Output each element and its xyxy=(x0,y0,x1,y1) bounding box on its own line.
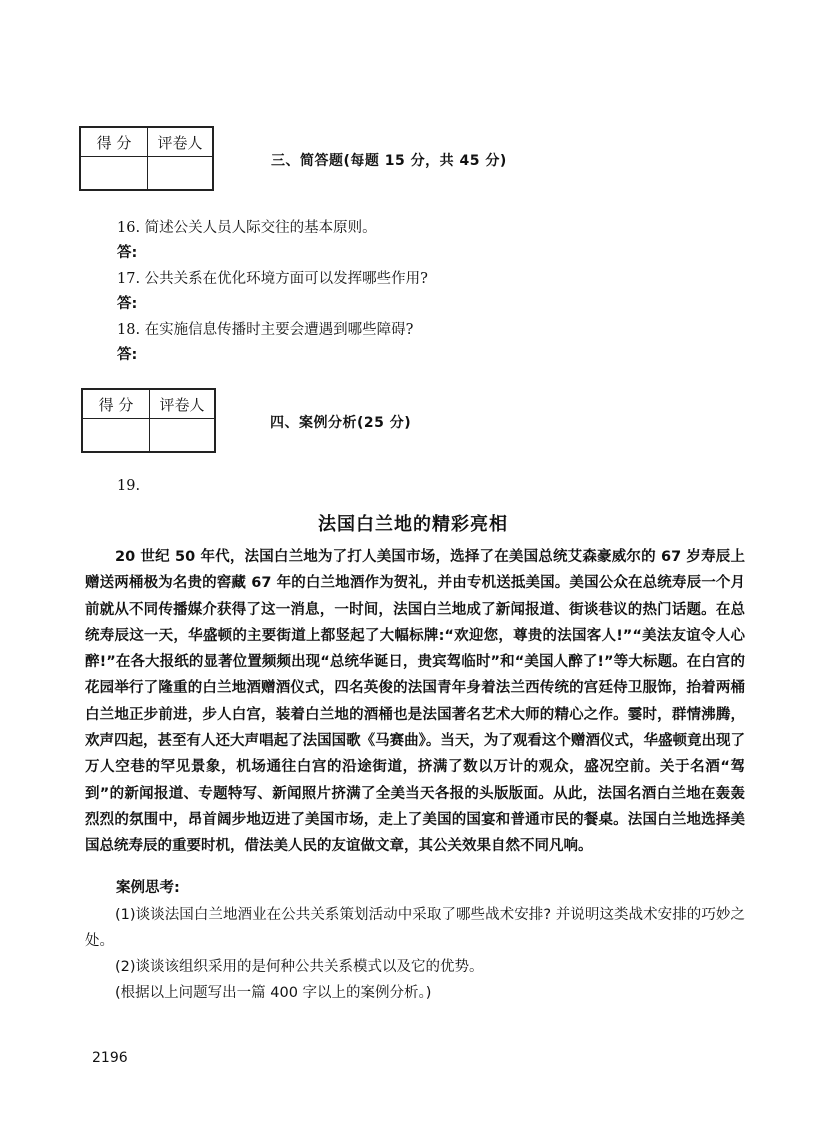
case-title: 法国白兰地的精彩亮相 xyxy=(318,514,508,535)
answer-label-16: 答: xyxy=(117,245,138,261)
score-input-cell[interactable] xyxy=(80,157,148,191)
score-box-section3 xyxy=(79,126,214,191)
case-think-label: 案例思考: xyxy=(116,880,180,896)
page-number: 2196 xyxy=(92,1050,128,1066)
grader-input-cell[interactable] xyxy=(148,157,214,191)
think-item-2: (2)谈谈该组织采用的是何种公共关系模式以及它的优势。 xyxy=(115,959,484,975)
question-16: 16. 简述公关人员人际交往的基本原则。 xyxy=(117,220,377,236)
question-18: 18. 在实施信息传播时主要会遭遇到哪些障碍? xyxy=(117,322,414,338)
think-item-1: (1)谈谈法国白兰地酒业在公共关系策划活动中采取了哪些战术安排? 并说明这类战术安排的巧妙之处。 xyxy=(85,907,745,949)
grader-label: 评卷人 xyxy=(148,127,214,157)
case-body: 20 世纪 50 年代，法国白兰地为了打人美国市场，选择了在美国总统艾森豪威尔的 67 岁寿辰上赠送两桶极为名贵的窖藏 67 年的白兰地酒作为贺礼，并由专机送抵美国。美国公众在总统寿辰一个月前就从不同传播媒介获得了这一消息，一时间，法国白兰地成了新闻报道、街谈巷议的热门话题。在总统寿辰这一天，华盛顿的主要街道上都竖起了大幅标牌:“欢迎您，尊贵的法国客人!”“美法友谊令人心醉!”在各大报纸的显著位置频频出现“总统华诞日，贵宾驾临时”和“美国人醉了!”等大标题。在白宫的花园举行了隆重的白兰地酒赠酒仪式，四名英俊的法国青年身着法兰西传统的宫廷侍卫服饰，抬着两桶白兰地正步前进，步人白宫，装着白兰地的酒桶也是法国著名艺术大师的精心之作。霎时，群情沸腾，欢声四起，甚至有人还大声唱起了法国国歌《马赛曲》。当天，为了观看这个赠酒仪式，华盛顿竟出现了万人空巷的罕见景象，机场通往白宫的沿途街道，挤满了数以万计的观众，盛况空前。关于名酒“驾到”的新闻报道、专题特写、新闻照片挤满了全美当天各报的头版版面。从此，法国名酒白兰地在轰轰烈烈的氛围中，昂首阔步地迈进了美国市场，走上了美国的国宴和普通市民的餐桌。法国白兰地选择美国总统寿辰的重要时机，借法美人民的友谊做文章，其公关效果自然不同凡响。 xyxy=(85,549,745,855)
grader-input-cell[interactable] xyxy=(150,419,216,453)
think-item-3: (根据以上问题写出一篇 400 字以上的案例分析。) xyxy=(115,985,432,1001)
grader-label: 评卷人 xyxy=(150,389,216,419)
score-label: 得 分 xyxy=(80,127,148,157)
section3-heading: 三、简答题(每题 15 分，共 45 分) xyxy=(271,153,507,169)
score-label: 得 分 xyxy=(82,389,150,419)
answer-label-17: 答: xyxy=(117,296,138,312)
section4-heading: 四、案例分析(25 分) xyxy=(270,415,412,431)
score-input-cell[interactable] xyxy=(82,419,150,453)
question-19-number: 19. xyxy=(117,478,141,494)
question-17: 17. 公共关系在优化环境方面可以发挥哪些作用? xyxy=(117,271,428,287)
answer-label-18: 答: xyxy=(117,347,138,363)
score-box-section4 xyxy=(81,388,216,453)
